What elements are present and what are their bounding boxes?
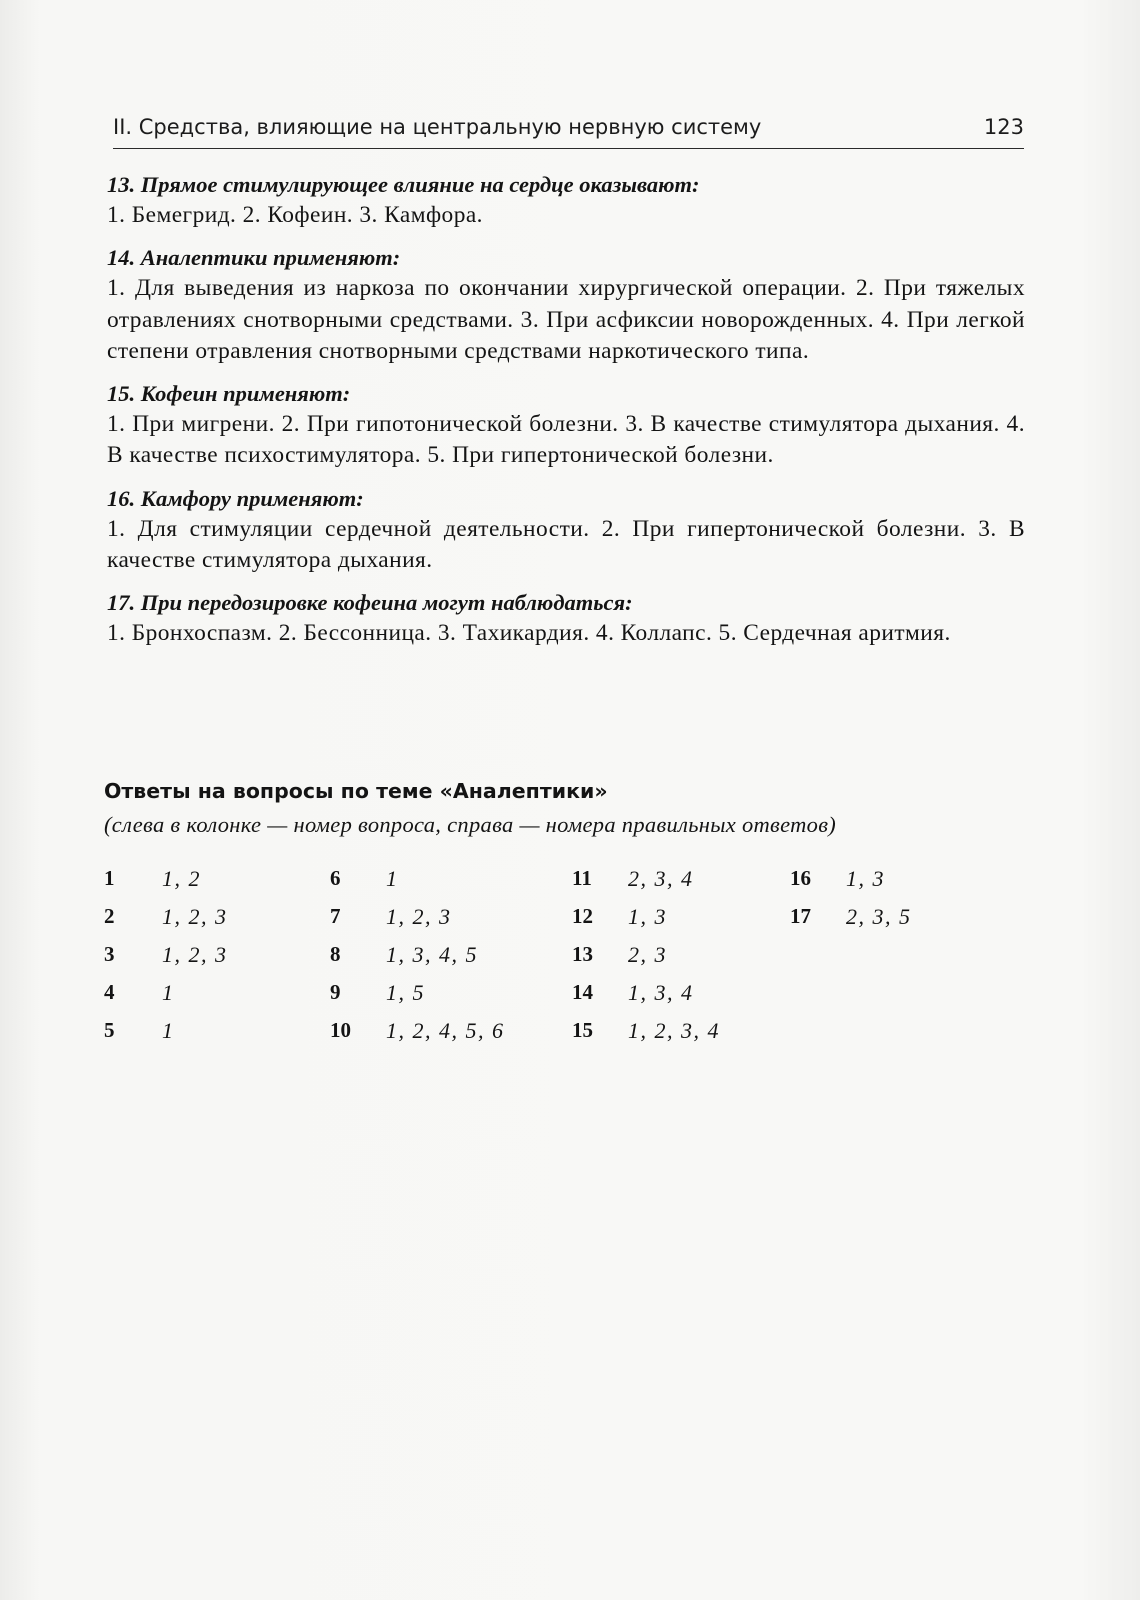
answer-values: 1, 3, 4 (628, 980, 694, 1005)
chapter-title: II. Средства, влияющие на центральную нервную систему (113, 115, 762, 139)
answer-values: 2, 3, 4 (628, 866, 694, 891)
answer-question-number: 15 (572, 1018, 593, 1042)
answer-values: 1, 3 (628, 904, 667, 929)
question-15 (107, 379, 1025, 472)
question-title: 16. Камфору применяют: (107, 485, 364, 511)
answer-question-number: 9 (330, 980, 341, 1004)
question-options: 1. Для выведения из наркоза по окончании хирургической операции. 2. При тяжелых отравлениях снотворными средствами. 3. При асфиксии новорожденных. 4. При легкой степени отравления снотворными средствами наркотического типа. (107, 275, 1025, 364)
question-options: 1. Бронхоспазм. 2. Бессонница. 3. Тахикардия. 4. Коллапс. 5. Сердечная аритмия. (107, 620, 951, 647)
answer-values: 2, 3, 5 (846, 904, 912, 929)
running-header (113, 112, 1024, 149)
answer-values: 1, 5 (386, 980, 425, 1005)
answers-grid (104, 866, 1004, 1076)
question-title: 14. Аналептики применяют: (107, 245, 401, 271)
answer-question-number: 14 (572, 980, 593, 1004)
answer-values: 1, 3 (846, 866, 885, 891)
answer-values: 1 (162, 1018, 175, 1043)
question-14 (107, 243, 1025, 367)
answer-question-number: 5 (104, 1018, 115, 1042)
answer-question-number: 6 (330, 866, 341, 890)
answer-question-number: 4 (104, 980, 115, 1004)
answers-subheading: (слева в колонке — номер вопроса, справа — номера правильных ответов) (104, 812, 837, 837)
answer-values: 1, 2, 3 (386, 904, 452, 929)
question-title: 13. Прямое стимулирующее влияние на сердце оказывают: (107, 172, 700, 197)
answer-question-number: 7 (330, 904, 341, 928)
answer-question-number: 12 (572, 904, 593, 928)
answer-values: 1, 2 (162, 866, 201, 891)
answer-values: 1, 2, 3 (162, 942, 228, 967)
question-options: 1. Для стимуляции сердечной деятельности. 2. При гипертонической болезни. 3. В качестве стимулятора дыхания. (107, 515, 1025, 574)
answer-question-number: 11 (572, 866, 592, 890)
answer-question-number: 13 (572, 942, 593, 966)
answer-question-number: 1 (104, 866, 115, 890)
answer-question-number: 2 (104, 904, 115, 928)
question-13 (107, 170, 1025, 231)
question-title: 17. При передозировке кофеина могут наблюдаться: (107, 590, 633, 616)
answer-values: 1 (162, 980, 175, 1005)
answer-question-number: 3 (104, 942, 115, 966)
question-17 (107, 588, 1025, 649)
question-options: 1. При мигрени. 2. При гипотонической болезни. 3. В качестве стимулятора дыхания. 4. В качестве психостимулятора. 5. При гипертонической болезни. (107, 411, 1025, 469)
answer-values: 1, 3, 4, 5 (386, 942, 478, 967)
page-number: 123 (983, 115, 1024, 139)
question-title: 15. Кофеин применяют: (107, 381, 351, 407)
answer-question-number: 16 (790, 866, 811, 890)
answers-heading: Ответы на вопросы по теме «Аналептики» (104, 779, 608, 803)
question-options: 1. Бемегрид. 2. Кофеин. 3. Камфора. (107, 202, 483, 228)
questions-section (107, 170, 1025, 662)
answer-question-number: 10 (330, 1018, 351, 1042)
answer-values: 1, 2, 3, 4 (628, 1018, 720, 1043)
answer-question-number: 8 (330, 942, 341, 966)
answer-values: 1, 2, 3 (162, 904, 228, 929)
answer-values: 2, 3 (628, 942, 667, 967)
answer-values: 1, 2, 4, 5, 6 (386, 1018, 505, 1043)
answer-question-number: 17 (790, 904, 811, 928)
question-16 (107, 484, 1025, 577)
answer-values: 1 (386, 866, 399, 891)
